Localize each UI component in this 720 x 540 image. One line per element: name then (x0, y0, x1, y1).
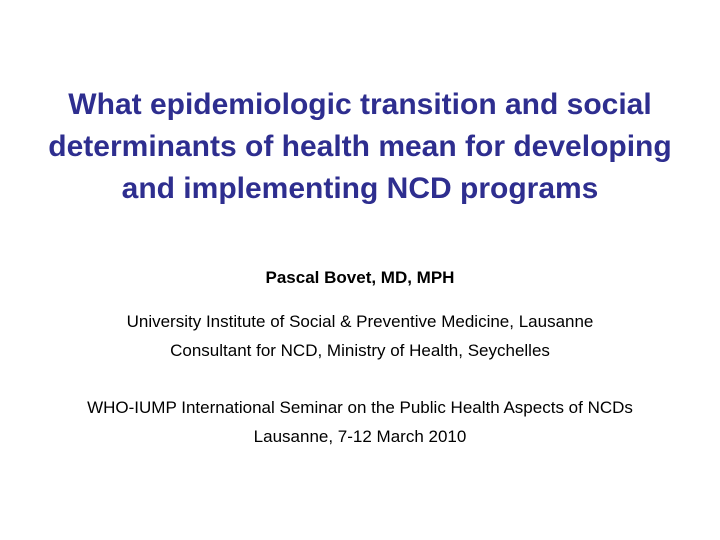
event-place-date: Lausanne, 7-12 March 2010 (253, 427, 467, 446)
title-line-3: and implementing NCD programs (121, 172, 599, 205)
title-line-1: What epidemiologic transition and social (68, 88, 652, 121)
affiliations (0, 307, 720, 365)
event-name: WHO-IUMP International Seminar on the Public Health Aspects of NCDs (87, 398, 633, 417)
author-name: Pascal Bovet, MD, MPH (265, 268, 455, 287)
affiliation-university: University Institute of Social & Preventive Medicine, Lausanne (126, 312, 594, 331)
title-line-2: determinants of health mean for developing (48, 130, 672, 163)
affiliation-ministry: Consultant for NCD, Ministry of Health, Seychelles (170, 341, 550, 360)
event-info (0, 393, 720, 451)
slide-title (10, 84, 710, 210)
